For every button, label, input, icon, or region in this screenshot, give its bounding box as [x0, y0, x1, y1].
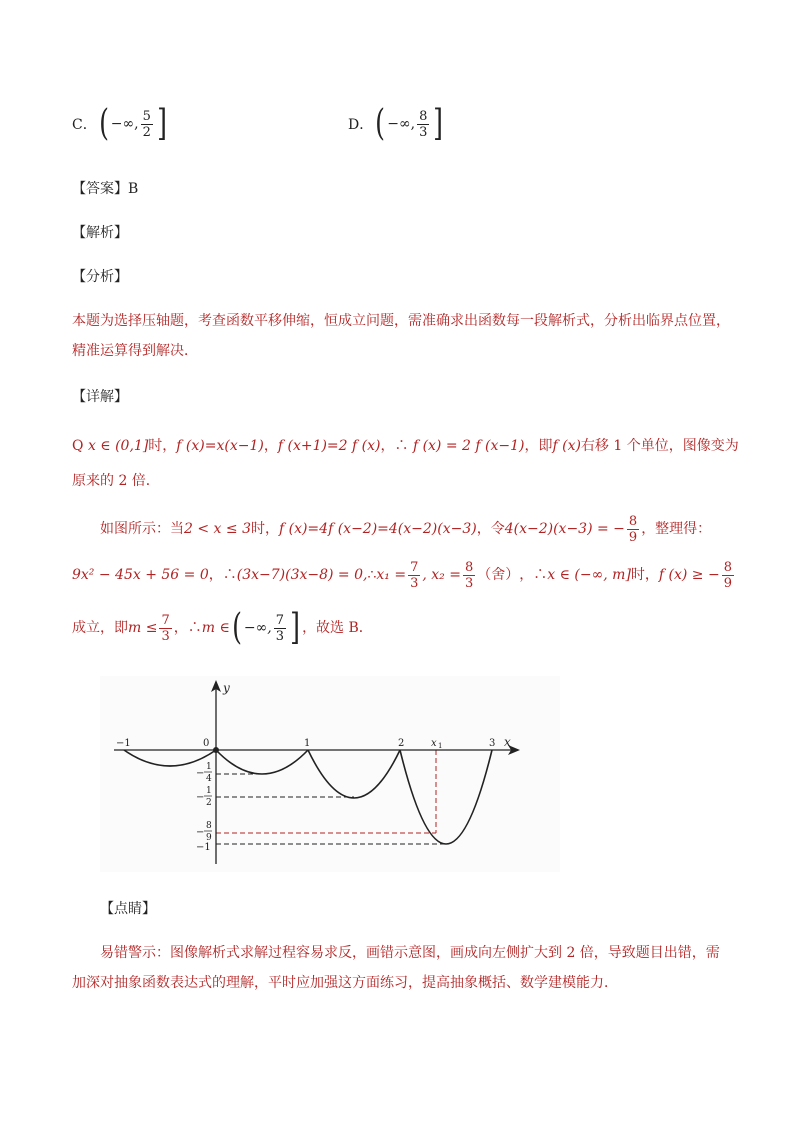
- math-domain: x ∈ (0,1]: [87, 438, 149, 454]
- tick-minus-one: −1: [116, 738, 131, 749]
- text: ，∴: [519, 567, 548, 583]
- dianjing-line-2: 加深对抽象函数表达式的理解，平时应加强这方面练习，提高抽象概括、数学建模能力．: [72, 975, 618, 991]
- tick-x1: x: [431, 738, 437, 749]
- frac-den: 3: [275, 628, 285, 644]
- y-label-minus-sign: −: [196, 792, 205, 803]
- tick-three: 3: [489, 738, 496, 749]
- text: ，即: [524, 438, 553, 454]
- math-fx2: f (x) = 2 f (x−1): [412, 438, 525, 454]
- option-c-neg: −∞,: [110, 116, 139, 132]
- tick-one: 1: [304, 738, 311, 749]
- frac-num: 7: [410, 559, 419, 575]
- text: （舍）: [477, 567, 520, 583]
- option-c: [72, 103, 169, 144]
- answer-line: [72, 178, 138, 198]
- y-label-eight-ninths-den: 9: [206, 833, 212, 843]
- graph-background: [100, 676, 560, 872]
- text: 右移 1 个单位，图像变为: [580, 438, 739, 454]
- text: ，∴: [208, 567, 237, 583]
- text: ，: [263, 438, 278, 454]
- fraction: [463, 561, 475, 590]
- fenxi-line-2: 精准运算得到解决．: [72, 343, 198, 359]
- frac-den: 2: [142, 124, 151, 140]
- x-axis-label: x: [504, 735, 511, 749]
- answer-value: B: [128, 181, 139, 197]
- xiangjie-label: 【详解】: [72, 389, 128, 405]
- math-range: 2 < x ≤ 3: [184, 521, 251, 537]
- bracket-open: (: [98, 103, 109, 144]
- frac-num: 8: [419, 108, 428, 124]
- bracket-close: ]: [290, 607, 300, 648]
- frac-den: 9: [628, 529, 638, 545]
- frac-den: 3: [410, 575, 419, 591]
- math-m: m ≤: [128, 620, 158, 636]
- frac-num: 8: [628, 513, 638, 529]
- y-label-half-den: 2: [206, 798, 212, 808]
- text: ，∴: [173, 620, 202, 636]
- option-d-neg: −∞,: [387, 116, 416, 132]
- option-c-fraction: [141, 110, 153, 139]
- text: ，整理得：: [641, 521, 712, 537]
- math-eq: 4(x−2)(x−3) = −: [504, 521, 625, 537]
- detail-line-5: [72, 607, 373, 648]
- bracket-close: ]: [156, 103, 167, 144]
- detail-line-4: [72, 560, 736, 590]
- text: 时，: [630, 567, 659, 583]
- frac-den: 3: [464, 575, 474, 591]
- math-x1: x₁ =: [376, 567, 407, 583]
- y-label-minus-sign: −: [196, 768, 205, 779]
- tick-two: 2: [398, 738, 405, 749]
- option-d: [348, 103, 445, 144]
- y-axis-label: y: [223, 681, 230, 695]
- math-ineq: f (x) ≥ −: [658, 567, 720, 583]
- text: ，令: [476, 521, 505, 537]
- fraction: [274, 614, 286, 643]
- dianjing-label: 【点睛】: [100, 901, 156, 917]
- frac-num: 7: [275, 612, 285, 628]
- frac-num: 8: [723, 559, 732, 575]
- math-neg-inf: −∞,: [243, 620, 272, 636]
- option-d-fraction: [417, 110, 429, 139]
- bracket-close: ]: [433, 103, 444, 144]
- y-label-minus-one: −1: [196, 842, 211, 853]
- y-label-quarter-den: 4: [206, 774, 212, 784]
- fraction: [159, 614, 171, 643]
- text: ，故选 B．: [302, 620, 373, 636]
- y-label-quarter-num: 1: [206, 762, 212, 772]
- frac-num: 8: [464, 559, 474, 575]
- fraction: [408, 561, 420, 590]
- y-label-eight-ninths-num: 8: [206, 821, 212, 831]
- text: 成立，即: [72, 620, 128, 636]
- origin-dot: [213, 747, 219, 753]
- option-d-label: D．: [348, 117, 374, 133]
- dianjing-line-1: 易错警示：图像解析式求解过程容易求反，画错示意图，画成向左侧扩大到 2 倍，导致题目出错，需: [100, 945, 720, 961]
- y-label-half-num: 1: [206, 786, 212, 796]
- fraction: [627, 515, 639, 544]
- math-factored: (3x−7)(3x−8) = 0,: [236, 567, 368, 583]
- bracket-open: (: [375, 103, 386, 144]
- fraction: [722, 561, 734, 590]
- jiexi-label: 【解析】: [72, 225, 128, 241]
- frac-num: 7: [161, 612, 170, 628]
- function-graph: [100, 676, 560, 872]
- frac-den: 9: [723, 575, 732, 591]
- math-interval: x ∈ (−∞, m]: [547, 567, 631, 583]
- answer-label: 【答案】: [72, 181, 128, 197]
- bracket-open: (: [231, 607, 242, 648]
- math-x2: , x₂ =: [422, 567, 461, 583]
- text: ∴: [367, 567, 377, 583]
- text: 如图所示：当: [100, 521, 184, 537]
- math-fx3: f (x): [552, 438, 581, 454]
- detail-line-1: [72, 431, 739, 461]
- text: ，∴: [380, 438, 413, 454]
- detail-line-3: [100, 514, 711, 544]
- math-quadratic: 9x² − 45x + 56 = 0: [72, 567, 209, 583]
- frac-den: 3: [419, 124, 428, 140]
- detail-line-2: 原来的 2 倍．: [72, 473, 160, 489]
- frac-num: 5: [142, 108, 151, 124]
- tick-zero: 0: [203, 738, 210, 749]
- math-fx1: f (x+1)=2 f (x): [277, 438, 381, 454]
- math-fx: f (x)=4f (x−2)=4(x−2)(x−3): [278, 521, 477, 537]
- fenxi-line-1: 本题为选择压轴题，考查函数平移伸缩，恒成立问题，需准确求出函数每一段解析式，分析出临界点位置，: [72, 313, 730, 329]
- text-q: Q: [72, 438, 88, 454]
- y-label-minus-sign: −: [196, 827, 205, 838]
- text: 时，: [250, 521, 279, 537]
- option-c-label: C．: [72, 117, 97, 133]
- math-fx: f (x)=x(x−1): [176, 438, 264, 454]
- tick-x1-sub: 1: [438, 742, 443, 750]
- frac-den: 3: [161, 628, 170, 644]
- fenxi-label: 【分析】: [72, 269, 128, 285]
- math-m-in: m ∈: [201, 620, 230, 636]
- text: 时，: [148, 438, 177, 454]
